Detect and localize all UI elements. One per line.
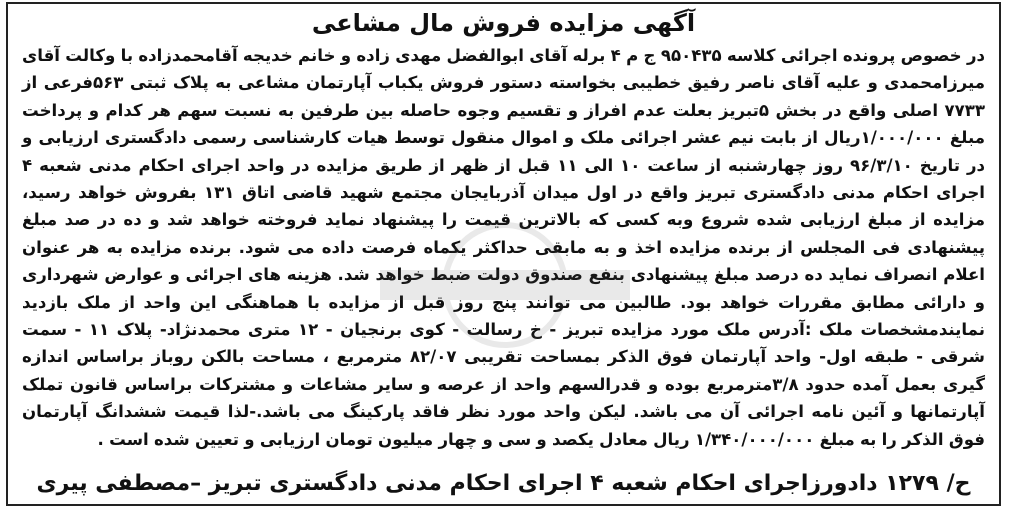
legal-notice	[6, 2, 1001, 506]
notice-title: آگهی مزایده فروش مال مشاعی	[311, 9, 696, 37]
notice-footer: ح/ ۱۲۷۹ دادورزاجرای احکام شعبه ۴ اجرای احکام مدنی دادگستری تبریز –مصطفی پیری	[36, 471, 971, 496]
notice-body: در خصوص پرونده اجرائی کلاسه ۹۵۰۴۳۵ ج م ۴ برله آقای ابوالفضل مهدی زاده و خانم خدیجه آقامحمدزاده با وکالت آقای میرزامحمدی و علیه آقای ناصر رفیق خطیبی بخواسته دستور فروش یکباب آپارتمان مشاعی به پلاک ثبتی ۵۶۳فرعی از ۷۷۳۳ اصلی واقع در بخش ۵تبریز بعلت عدم افراز و تقسیم وجوه حاصله بین طرفین به نسبت سهم هر کدام و پرداخت مبلغ ۱/۰۰۰/۰۰۰ریال از بابت نیم عشر اجرائی ملک و اموال منقول توسط هیات کارشناسی رسمی دادگستری ارزیابی و در تاریخ ۹۶/۳/۱۰ روز چهارشنبه از ساعت ۱۰ الی ۱۱ قبل از ظهر از طریق مزایده در واحد اجرای احکام مدنی شعبه ۴ اجرای احکام مدنی دادگستری تبریز واقع در اول میدان آذربایجان مجتمع شهید قاضی اتاق ۱۳۱ بفروش خواهد رسید، مزایده از مبلغ ارزیابی شده شروع وبه کسی که بالاترین قیمت را پیشنهاد نماید فروخته خواهد شد و ده در صد مبلغ پیشنهادی فی المجلس از برنده مزایده اخذ و به مابقی حداکثر یکماه فرصت داده می شود. برنده مزایده به هر عنوان اعلام انصراف نماید ده درصد مبلغ پیشنهادی بنفع صندوق دولت ضبط خواهد شد. هزینه های اجرائی و عوارض شهرداری و دارائی مطابق مقررات خواهد بود. طالبین می توانند پنج روز قبل از مزایده با هماهنگی این واحد از ملک بازدید نمایندمشخصات ملک :آدرس ملک مورد مزایده تبریز - خ رسالت - کوی برنجیان - ۱۲ متری محمدنژاد- پلاک ۱۱ - سمت شرقی - طبقه اول- واحد آپارتمان فوق الذکر بمساحت تقریبی ۸۲/۰۷ مترمربع ، مساحت بالکن روباز براساس اندازه گیری بعمل آمده حدود ۳/۸مترمربع بوده و قدرالسهم واحد از عرصه و سایر مشاعات و مشترکات براساس قانون تملک آپارتمانها و آئین نامه اجرائی آن می باشد. لیکن واحد مورد نظر فاقد پارکینگ می باشد.-لذا قیمت ششدانگ آپارتمان فوق الذکر را به مبلغ ۱/۳۴۰/۰۰۰/۰۰۰ ریال معادل یکصد و سی و چهار میلیون تومان ارزیابی و تعیین شده است .	[22, 46, 986, 449]
